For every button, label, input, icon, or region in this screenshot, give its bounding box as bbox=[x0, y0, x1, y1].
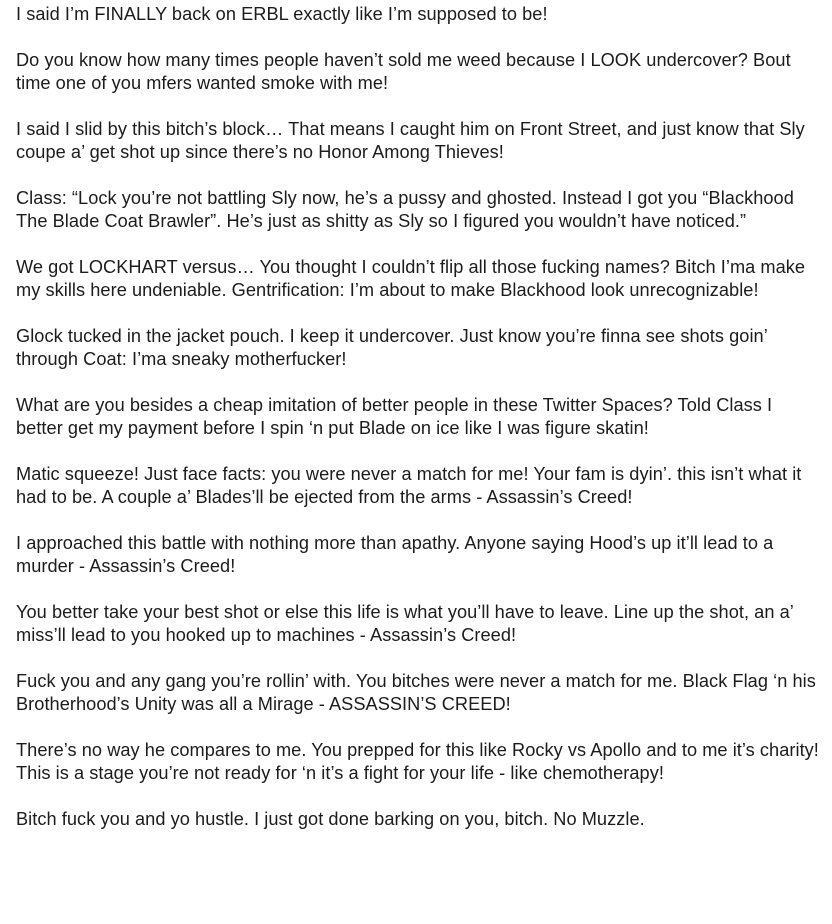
post-paragraph-3: I said I slid by this bitch’s block… That means I caught him on Front Street, and just know that Sly coupe a’ get shot up since there’s no Honor Among Thieves! bbox=[16, 119, 805, 162]
post-paragraph-8: Matic squeeze! Just face facts: you were never a match for me! Your fam is dyin’. this isn’t what it had to be. A couple a’ Blades’ll be ejected from the arms - Assassin’s Creed! bbox=[16, 464, 802, 507]
post-paragraph-2: Do you know how many times people haven’t sold me weed because I LOOK undercover? Bout time one of you mfers wanted smoke with me! bbox=[16, 50, 791, 93]
post-paragraph-6: Glock tucked in the jacket pouch. I keep it undercover. Just know you’re finna see shots goin’ through Coat: I’ma sneaky motherfucker! bbox=[16, 326, 768, 369]
post-paragraph-5: We got LOCKHART versus… You thought I couldn’t flip all those fucking names? Bitch I’ma make my skills here undeniable. Gentrification: I’m about to make Blackhood look unrecognizable! bbox=[16, 257, 806, 300]
post-paragraph-4: Class: “Lock you’re not battling Sly now, he’s a pussy and ghosted. Instead I got you “Blackhood The Blade Coat Brawler”. He’s just as shitty as Sly so I figured you wouldn’t have noticed.” bbox=[16, 188, 794, 231]
post-paragraph-13: Bitch fuck you and yo hustle. I just got done barking on you, bitch. No Muzzle. bbox=[16, 809, 645, 829]
post-paragraph-12: There’s no way he compares to me. You prepped for this like Rocky vs Apollo and to me it’s charity! This is a stage you’re not ready for ‘n it’s a fight for your life - like chemotherapy! bbox=[16, 740, 819, 783]
post-body bbox=[16, 3, 822, 831]
post-paragraph-11: Fuck you and any gang you’re rollin’ with. You bitches were never a match for me. Black Flag ‘n his Brotherhood’s Unity was all a Mirage - ASSASSIN’S CREED! bbox=[16, 671, 816, 714]
post-paragraph-9: I approached this battle with nothing more than apathy. Anyone saying Hood’s up it’ll lead to a murder - Assassin’s Creed! bbox=[16, 533, 774, 576]
post-paragraph-10: You better take your best shot or else this life is what you’ll have to leave. Line up the shot, an a’ miss’ll lead to you hooked up to machines - Assassin’s Creed! bbox=[16, 602, 794, 645]
post-paragraph-7: What are you besides a cheap imitation of better people in these Twitter Spaces? Told Class I better get my payment before I spin ‘n put Blade on ice like I was figure skatin! bbox=[16, 395, 773, 438]
post-paragraph-1: I said I’m FINALLY back on ERBL exactly like I’m supposed to be! bbox=[16, 4, 548, 24]
